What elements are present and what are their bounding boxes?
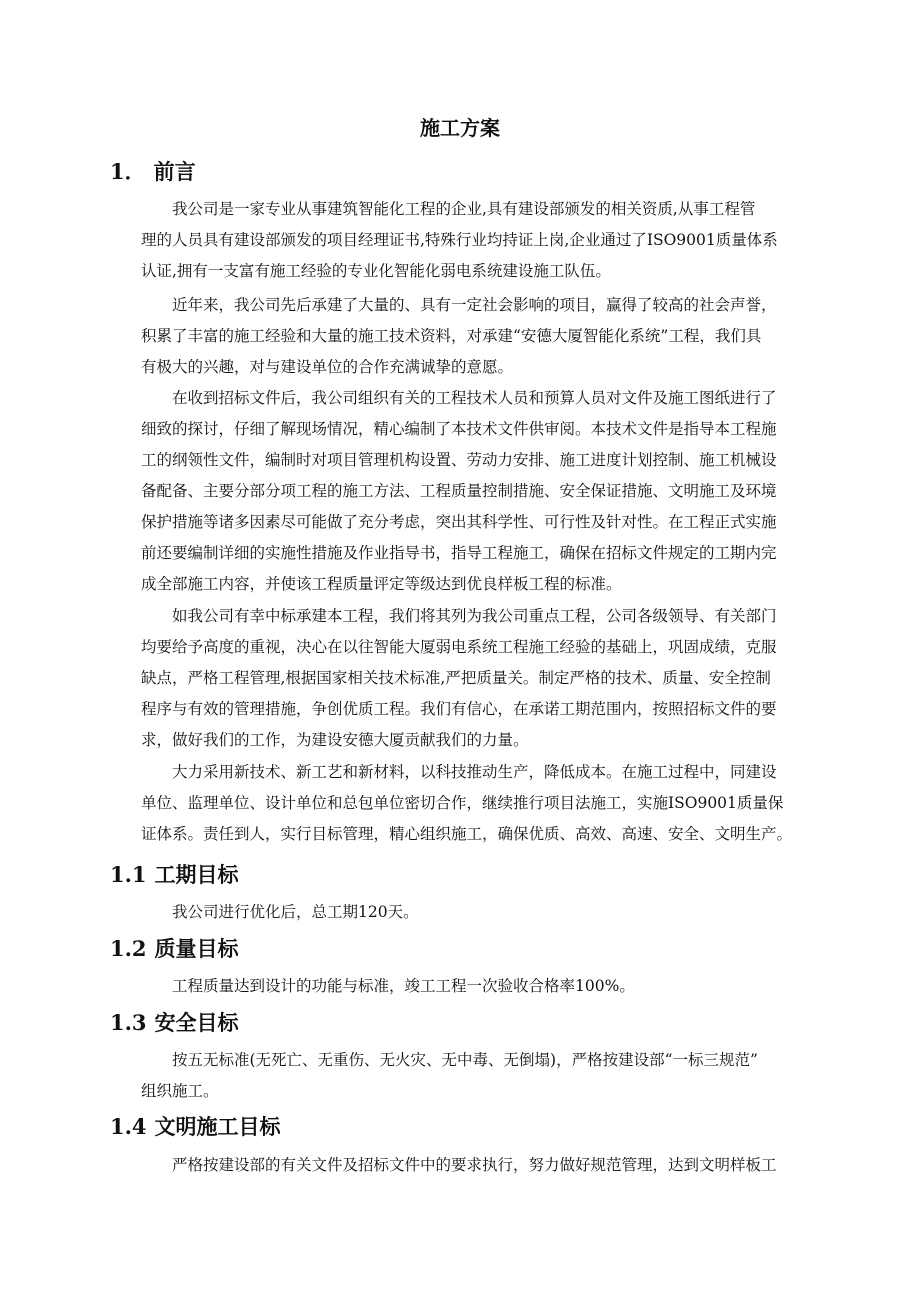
text-line: 近年来，我公司先后承建了大量的、具有一定社会影响的项目，赢得了较高的社会声誉， — [172, 296, 777, 314]
paragraph-civilized-target — [141, 1150, 821, 1181]
section-title: 安全目标 — [154, 1010, 239, 1035]
text-line: 我公司是一家专业从事建筑智能化工程的企业,具有建设部颁发的相关资质,从事工程管 — [172, 200, 756, 218]
text-line: 细致的探讨，仔细了解现场情况，精心编制了本技术文件供审阅。本技术文件是指导本工程施 — [141, 420, 777, 438]
paragraph-intro-4 — [141, 601, 821, 756]
text-line: 单位、监理单位、设计单位和总包单位密切合作，继续推行项目法施工，实施ISO9001质量保 — [141, 794, 784, 812]
section-title: 工期目标 — [154, 862, 239, 887]
text-line: 均要给予高度的重视，决心在以往智能大厦弱电系统工程施工经验的基础上，巩固成绩，克服 — [141, 638, 777, 656]
text-line: 工程质量达到设计的功能与标准，竣工工程一次验收合格率100%。 — [172, 977, 635, 995]
paragraph-intro-3 — [141, 383, 821, 600]
document-title: 施工方案 — [420, 116, 500, 140]
section-heading-1 — [110, 158, 196, 186]
paragraph-quality-target — [141, 971, 821, 1002]
text-line: 严格按建设部的有关文件及招标文件中的要求执行，努力做好规范管理，达到文明样板工 — [172, 1156, 777, 1174]
text-line: 我公司进行优化后，总工期120天。 — [172, 903, 419, 921]
text-line: 在收到招标文件后，我公司组织有关的工程技术人员和预算人员对文件及施工图纸进行了 — [172, 389, 777, 407]
section-title: 文明施工目标 — [154, 1114, 281, 1139]
text-line: 缺点，严格工程管理,根据国家相关技术标准,严把质量关。制定严格的技术、质量、安全控制 — [141, 669, 771, 687]
text-line: 求，做好我们的工作，为建设安德大厦贡献我们的力量。 — [141, 731, 529, 749]
text-line: 有极大的兴趣，对与建设单位的合作充满诚挚的意愿。 — [141, 358, 514, 376]
text-line: 如我公司有幸中标承建本工程，我们将其列为我公司重点工程，公司各级领导、有关部门 — [172, 607, 777, 625]
section-title: 前言 — [153, 159, 196, 184]
text-line: 证体系。责任到人，实行目标管理，精心组织施工，确保优质、高效、高速、安全、文明生产。 — [141, 825, 793, 843]
paragraph-intro-2 — [141, 290, 821, 383]
section-number: 1.2 — [110, 936, 147, 961]
text-line: 理的人员具有建设部颁发的项目经理证书,特殊行业均持证上岗,企业通过了ISO9001质量体系 — [141, 231, 778, 249]
text-line: 大力采用新技术、新工艺和新材料，以科技推动生产，降低成本。在施工过程中，同建设 — [172, 763, 777, 781]
paragraph-safety-target — [141, 1045, 821, 1107]
text-line: 程序与有效的管理措施，争创优质工程。我们有信心，在承诺工期范围内，按照招标文件的要 — [141, 700, 777, 718]
text-line: 按五无标准(无死亡、无重伤、无火灾、无中毒、无倒塌)，严格按建设部“一标三规范” — [172, 1051, 758, 1069]
text-line: 成全部施工内容，并使该工程质量评定等级达到优良样板工程的标准。 — [141, 575, 622, 593]
text-line: 工的纲领性文件，编制时对项目管理机构设置、劳动力安排、施工进度计划控制、施工机械设 — [141, 451, 777, 469]
paragraph-schedule-target — [141, 897, 821, 928]
text-line: 认证,拥有一支富有施工经验的专业化智能化弱电系统建设施工队伍。 — [141, 262, 611, 280]
section-title: 质量目标 — [154, 936, 239, 961]
section-number: 1.3 — [110, 1010, 147, 1035]
section-heading-1-3 — [110, 1009, 239, 1037]
text-line: 积累了丰富的施工经验和大量的施工技术资料，对承建“安德大厦智能化系统”工程，我们具 — [141, 327, 762, 345]
section-heading-1-2 — [110, 935, 239, 963]
text-line: 备配备、主要分部分项工程的施工方法、工程质量控制措施、安全保证措施、文明施工及环境 — [141, 482, 777, 500]
text-line: 前还要编制详细的实施性措施及作业指导书，指导工程施工，确保在招标文件规定的工期内完 — [141, 544, 777, 562]
section-number: 1.4 — [110, 1114, 147, 1139]
text-line: 保护措施等诸多因素尽可能做了充分考虑，突出其科学性、可行性及针对性。在工程正式实施 — [141, 513, 777, 531]
section-heading-1-1 — [110, 861, 239, 889]
section-number: 1． — [110, 159, 146, 184]
section-heading-1-4 — [110, 1113, 281, 1141]
text-line: 组织施工。 — [141, 1082, 219, 1100]
section-number: 1.1 — [110, 862, 147, 887]
paragraph-intro-5 — [141, 757, 821, 850]
paragraph-intro-1 — [141, 194, 821, 287]
